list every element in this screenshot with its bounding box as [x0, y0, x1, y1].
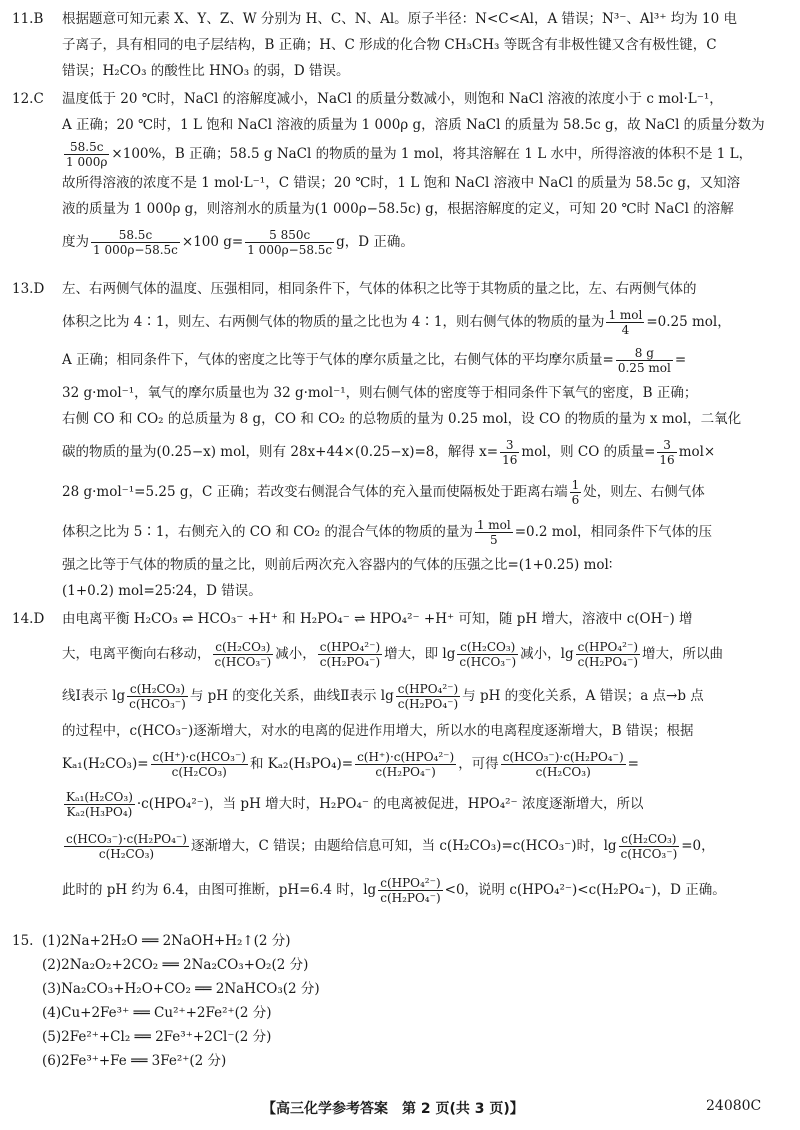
fraction: $\frac{\text{c(H⁺)·c(HPO₄²⁻)}}{\text{c(H₂PO₄⁻)}}$: [357, 750, 455, 779]
answer-text: 右侧 CO 和 CO₂ 的总质量为 8 g，CO 和 CO₂ 的总物质的量为 0.25 mol，设 CO 的物质的量为 x mol，二氧化: [62, 411, 742, 427]
answer-text: 体积之比为 5∶1，右侧充入的 CO 和 CO₂ 的混合气体的物质的量为: [62, 524, 473, 540]
answer-text: A 正确；20 ℃时，1 L 饱和 NaCl 溶液的质量为 1 000ρ g，溶质 NaCl 的质量为 58.5c g，故 NaCl 的质量分数为: [62, 117, 765, 133]
equation: (2)2Na₂O₂+2CO₂ ══ 2Na₂CO₃+O₂(2 分): [42, 957, 309, 973]
answer-text: =0.25 mol，: [646, 314, 731, 330]
footer-title: 【高三化学参考答案 第 2 页(共 3 页)】: [262, 1101, 524, 1117]
answer-text: 的过程中，c(HCO₃⁻)逐渐增大，对水的电离的促进作用增大，所以水的电离程度逐渐增大，B 错误；根据: [62, 723, 694, 739]
answer-number: 14.D: [12, 611, 45, 627]
answer-text: (1+0.2) mol=25∶24，D 错误。: [62, 583, 262, 599]
answer-text: <0，说明 c(HPO₄²⁻)<c(H₂PO₄⁻)，D 正确。: [444, 882, 726, 898]
answer-text: 此时的 pH 约为 6.4，由图可推断，pH=6.4 时，lg: [62, 882, 377, 898]
answer-text: =: [627, 756, 639, 772]
answer-text: mol，则 CO 的质量=: [521, 444, 656, 460]
fraction: $\frac{\text{c(HCO₃⁻)·c(H₂PO₄⁻)}}{\text{c(H₂CO₃)}}$: [66, 832, 187, 861]
answer-text: 与 pH 的变化关系，曲线Ⅱ表示 lg: [189, 688, 394, 704]
equation: (5)2Fe²⁺+Cl₂ ══ 2Fe³⁺+2Cl⁻(2 分): [42, 1029, 272, 1045]
answer-number: 13.D: [12, 281, 45, 297]
fraction: $\frac{58.5c}{1 000\rho-58.5c}$: [93, 228, 178, 257]
answer-text: 32 g·mol⁻¹，氧气的摩尔质量也为 32 g·mol⁻¹，则右侧气体的密度等于相同条件下氧气的密度，B 正确；: [62, 385, 698, 401]
fraction: $\frac{\text{c(H⁺)·c(HCO₃⁻)}}{\text{c(H₂CO₃)}}$: [152, 750, 246, 779]
answer-text: Kₐ₁(H₂CO₃)=: [62, 756, 149, 772]
answer-text: 减小，lg: [520, 646, 574, 662]
answer-number: 11.B: [12, 11, 44, 27]
answer-text: 由电离平衡 H₂CO₃ ⇌ HCO₃⁻ +H⁺ 和 H₂PO₄⁻ ⇌ HPO₄²⁻ +H⁺ 可知，随 pH 增大，溶液中 c(OH⁻) 增: [62, 611, 693, 627]
answer-text: 碳的物质的量为(0.25−x) mol，则有 28x+44×(0.25−x)=8，解得 x=: [62, 444, 499, 460]
fraction: $\frac{\text{c(HPO₄²⁻)}}{\text{c(H₂PO₄⁻)}}$: [397, 682, 459, 711]
equation: (4)Cu+2Fe³⁺ ══ Cu²⁺+2Fe²⁺(2 分): [42, 1005, 272, 1021]
fraction: $\frac{\text{Kₐ₁(H₂CO₃)}}{\text{Kₐ₂(H₃PO₄)}}$: [66, 790, 133, 819]
fraction: $\frac{\text{c(HCO₃⁻)·c(H₂PO₄⁻)}}{\text{c(H₂CO₃)}}$: [502, 750, 624, 779]
answer-text: 体积之比为 4∶1，则左、右两侧气体的物质的量之比也为 4∶1，则右侧气体的物质的量为: [62, 314, 605, 330]
answer-text: 处，则左、右侧气体: [583, 484, 705, 500]
answer-text: ·c(HPO₄²⁻)，当 pH 增大时，H₂PO₄⁻ 的电离被促进，HPO₄²⁻ 浓度逐渐增大，所以: [136, 796, 644, 812]
fraction: $\frac{1}{6}$: [571, 478, 580, 507]
answer-text: 增大，即 lg: [384, 646, 456, 662]
answer-text: 28 g·mol⁻¹=5.25 g，C 正确；若改变右侧混合气体的充入量而使隔板处于距离右端: [62, 484, 568, 500]
answer-number: 12.C: [12, 91, 44, 107]
answer-text: 度为: [62, 234, 89, 250]
fraction: $\frac{8 g}{\text{0.25 mol}}$: [617, 346, 671, 375]
fraction: $\frac{\text{c(HPO₄²⁻)}}{\text{c(H₂PO₄⁻)}}$: [577, 640, 639, 669]
answer-number: 15.: [12, 933, 34, 949]
fraction: $\frac{\text{c(H₂CO₃)}}{\text{c(HCO₃⁻)}}$: [214, 640, 272, 669]
answer-text: mol×: [678, 444, 716, 460]
answer-text: =0，: [681, 838, 715, 854]
equation: (3)Na₂CO₃+H₂O+CO₂ ══ 2NaHCO₃(2 分): [42, 981, 320, 997]
answer-text: =0.2 mol，相同条件下气体的压: [514, 524, 713, 540]
answer-text: 大，电离平衡向右移动，: [62, 646, 211, 662]
answer-text: 与 pH 的变化关系，A 错误；a 点→b 点: [462, 688, 704, 704]
answer-text: 减小，: [275, 646, 316, 662]
answer-text: ，可得: [458, 756, 499, 772]
fraction: $\frac{\text{c(H₂CO₃)}}{\text{c(HCO₃⁻)}}$: [129, 682, 186, 711]
answer-text: 增大，所以曲: [642, 646, 724, 662]
equation: (6)2Fe³⁺+Fe ══ 3Fe²⁺(2 分): [42, 1053, 227, 1069]
fraction: $\frac{\text{c(HPO₄²⁻)}}{\text{c(H₂PO₄⁻)}}$: [319, 640, 381, 669]
fraction: $\frac{\text{1 mol}}{5}$: [476, 518, 511, 547]
fraction: $\frac{58.5c}{1 000\rho}$: [66, 140, 108, 169]
answer-text: =: [674, 352, 687, 368]
answer-text: 线Ⅰ表示 lg: [62, 688, 126, 704]
answer-text: 温度低于 20 ℃时，NaCl 的溶解度减小，NaCl 的质量分数减小，则饱和 NaCl 溶液的浓度小于 c mol·L⁻¹，: [62, 91, 723, 107]
answer-text: 根据题意可知元素 X、Y、Z、W 分别为 H、C、N、Al。原子半径：N<C<Al，A 错误；N³⁻、Al³⁺ 均为 10 电: [62, 11, 738, 27]
answer-text: 错误；H₂CO₃ 的酸性比 HNO₃ 的弱，D 错误。: [62, 63, 350, 79]
fraction: $\frac{\text{c(HPO₄²⁻)}}{\text{c(H₂PO₄⁻)}}$: [380, 876, 441, 905]
fraction: $\frac{\text{c(H₂CO₃)}}{\text{c(HCO₃⁻)}}$: [620, 832, 678, 861]
answer-text: 左、右两侧气体的温度、压强相同，相同条件下，气体的体积之比等于其物质的量之比，左、右两侧气体的: [62, 281, 697, 297]
answer-text: ×100 g=: [181, 234, 244, 250]
fraction: $\frac{5 850c}{1 000\rho-58.5c}$: [247, 228, 333, 257]
answer-text: A 正确；相同条件下，气体的密度之比等于气体的摩尔质量之比，右侧气体的平均摩尔质量=: [62, 352, 614, 368]
footer-code: 24080C: [706, 1098, 762, 1114]
answer-text: 液的质量为 1 000ρ g，则溶剂水的质量为(1 000ρ−58.5c) g，根据溶解度的定义，可知 20 ℃时 NaCl 的溶解: [62, 201, 734, 217]
answer-text: 和 Kₐ₂(H₃PO₄)=: [249, 756, 354, 772]
fraction: $\frac{3}{16}$: [502, 438, 518, 467]
fraction: $\frac{\text{1 mol}}{4}$: [608, 308, 643, 337]
answer-text: 强之比等于气体的物质的量之比，则前后两次充入容器内的气体的压强之比=(1+0.25) mol∶: [62, 557, 613, 573]
fraction: $\frac{3}{16}$: [659, 438, 675, 467]
answer-text: 子离子，具有相同的电子层结构，B 正确；H、C 形成的化合物 CH₃CH₃ 等既含有非极性键又含有极性键，C: [62, 37, 717, 53]
answer-text: ×100%，B 正确；58.5 g NaCl 的物质的量为 1 mol，将其溶解在 1 L 水中，所得溶液的体积不是 1 L，: [111, 146, 753, 162]
fraction: $\frac{\text{c(H₂CO₃)}}{\text{c(HCO₃⁻)}}$: [459, 640, 517, 669]
answer-text: 逐渐增大，C 错误；由题给信息可知，当 c(H₂CO₃)=c(HCO₃⁻)时，lg: [190, 838, 617, 854]
answer-text: 故所得溶液的浓度不是 1 mol·L⁻¹，C 错误；20 ℃时，1 L 饱和 NaCl 溶液中 NaCl 的质量为 58.5c g，又知溶: [62, 175, 741, 191]
answer-text: g，D 正确。: [336, 234, 414, 250]
equation: (1)2Na+2H₂O ══ 2NaOH+H₂↑(2 分): [42, 933, 291, 949]
